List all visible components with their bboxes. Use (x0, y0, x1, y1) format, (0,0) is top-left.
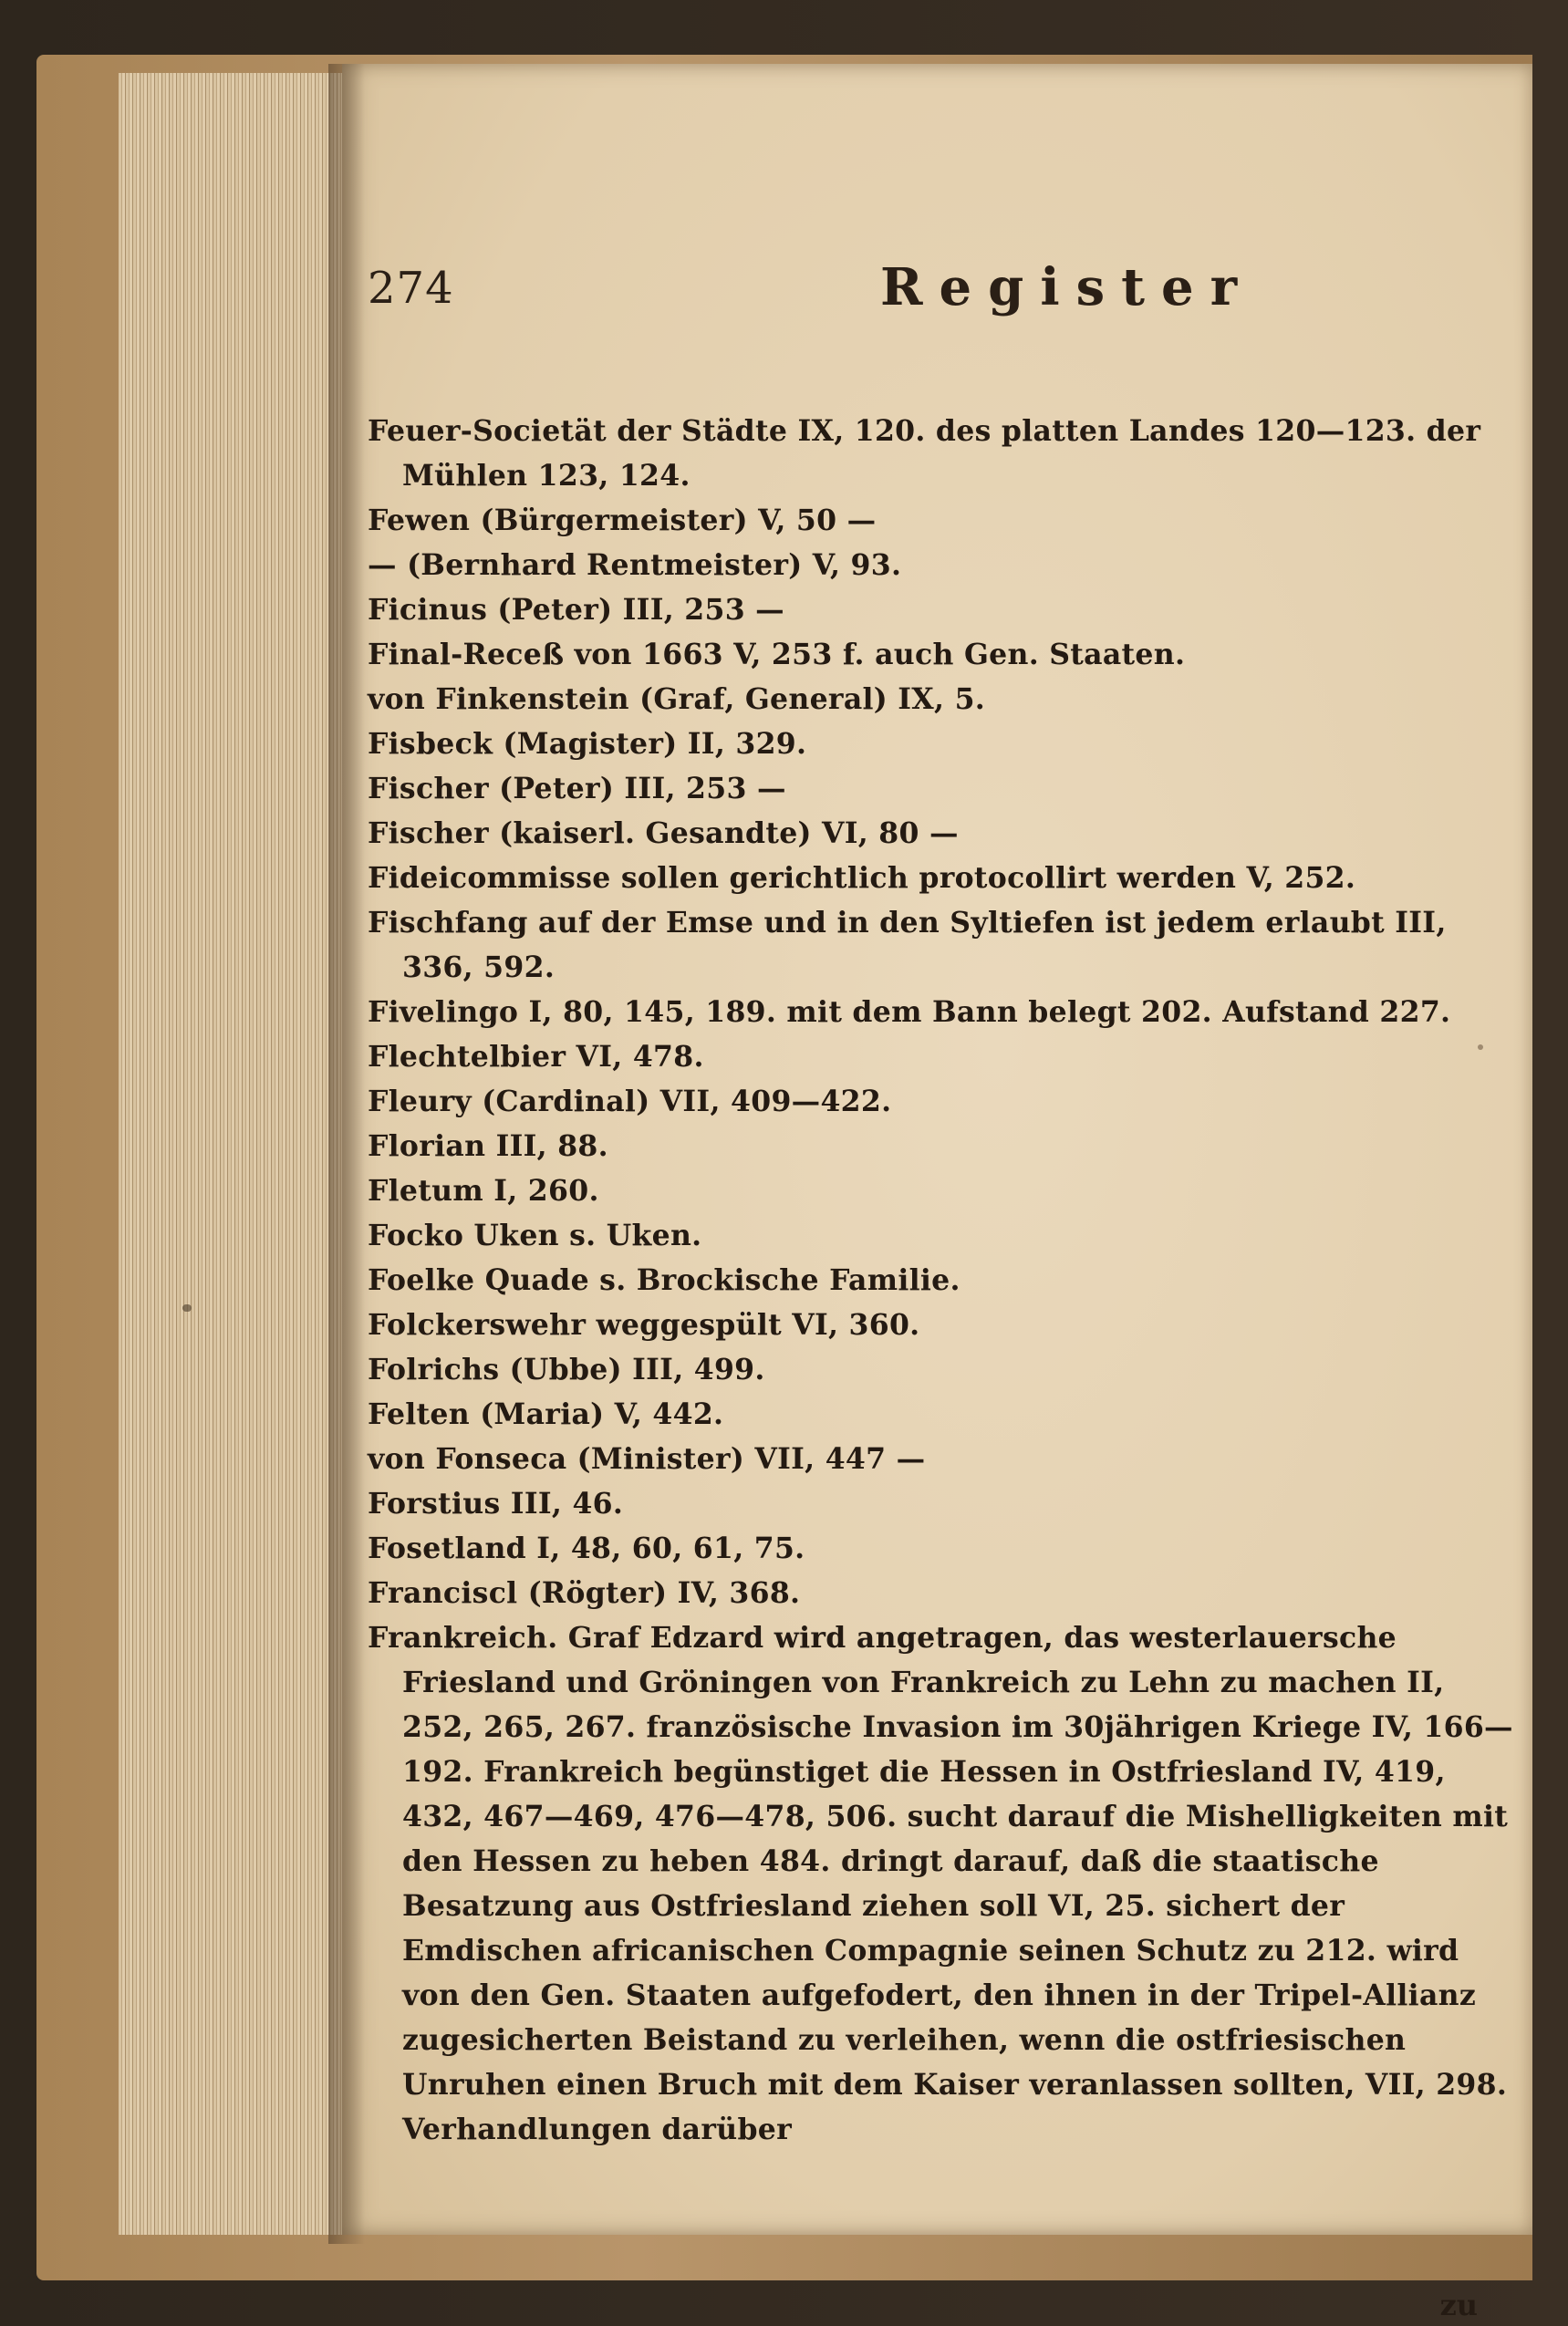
register-entries (368, 409, 1521, 2152)
register-entry: Fivelingo I, 80, 145, 189. mit dem Bann belegt 202. Aufstand 227. (368, 995, 1451, 1029)
page-number: 274 (368, 263, 454, 314)
register-entry: Feuer-Societät der Städte IX, 120. des platten Landes 120—123. der Mühlen 123, 124. (368, 414, 1481, 493)
register-entry: Fewen (Bürgermeister) V, 50 — (368, 504, 877, 537)
register-entry: — (Bernhard Rentmeister) V, 93. (368, 548, 902, 582)
register-entry: Folckerswehr weggespült VI, 360. (368, 1308, 920, 1342)
page-edges (119, 73, 356, 2235)
register-entry: Folrichs (Ubbe) III, 499. (368, 1353, 765, 1386)
register-entry: Florian III, 88. (368, 1129, 608, 1163)
register-entry: von Finkenstein (Graf, General) IX, 5. (368, 682, 986, 716)
register-entry: Felten (Maria) V, 442. (368, 1397, 724, 1431)
register-entry: Fisbeck (Magister) II, 329. (368, 727, 807, 761)
register-entry: Final-Receß von 1663 V, 253 f. auch Gen. Staaten. (368, 638, 1186, 671)
paper-speck (182, 1304, 192, 1312)
register-entry: von Fonseca (Minister) VII, 447 — (368, 1442, 926, 1476)
register-entry: Franciscl (Rögter) IV, 368. (368, 1576, 801, 1610)
catchword: zu (1439, 2288, 1478, 2322)
register-entry: Fletum I, 260. (368, 1174, 599, 1208)
register-entry: Fosetland I, 48, 60, 61, 75. (368, 1532, 805, 1565)
register-entry: Ficinus (Peter) III, 253 — (368, 593, 784, 627)
register-entry: Focko Uken s. Uken. (368, 1219, 702, 1252)
register-entry: Fideicommisse sollen gerichtlich protocollirt werden V, 252. (368, 861, 1356, 895)
register-entry: Fleury (Cardinal) VII, 409—422. (368, 1085, 892, 1118)
register-entry: Fischer (Peter) III, 253 — (368, 772, 786, 805)
register-entry: Forstius III, 46. (368, 1487, 624, 1521)
register-entry: Frankreich. Graf Edzard wird angetragen, das westerlauersche Friesland und Gröningen von Frankreich zu Lehn zu machen II, 252, 265, 267. französische Invasion im 30jährigen Kriege IV, 166—192. Frankreich begünstiget die Hessen in Ostfriesland IV, 419, 432, 467—469, 476—478, 506. sucht darauf die Mishelligkeiten mit den Hessen zu heben 484. dringt darauf, daß die staatische Besatzung aus Ostfriesland ziehen soll VI, 25. sichert der Emdischen africanischen Compagnie seinen Schutz zu 212. wird von den Gen. Staaten aufgefodert, den ihnen in der Tripel-Allianz zugesicherten Beistand zu verleihen, wenn die ostfriesischen Unruhen einen Bruch mit dem Kaiser veranlassen sollten, VII, 298. Verhandlungen darüber (368, 1621, 1513, 2146)
book-page (342, 64, 1532, 2322)
register-entry: Foelke Quade s. Brockische Familie. (368, 1263, 961, 1297)
paper-speck (1478, 1044, 1483, 1050)
register-entry: Flechtelbier VI, 478. (368, 1040, 704, 1074)
page-title: Register (880, 257, 1254, 317)
spine-shadow (328, 64, 365, 2244)
register-entry: Fischfang auf der Emse und in den Syltiefen ist jedem erlaubt III, 336, 592. (368, 906, 1447, 984)
register-entry: Fischer (kaiserl. Gesandte) VI, 80 — (368, 816, 959, 850)
running-head (342, 255, 1532, 328)
